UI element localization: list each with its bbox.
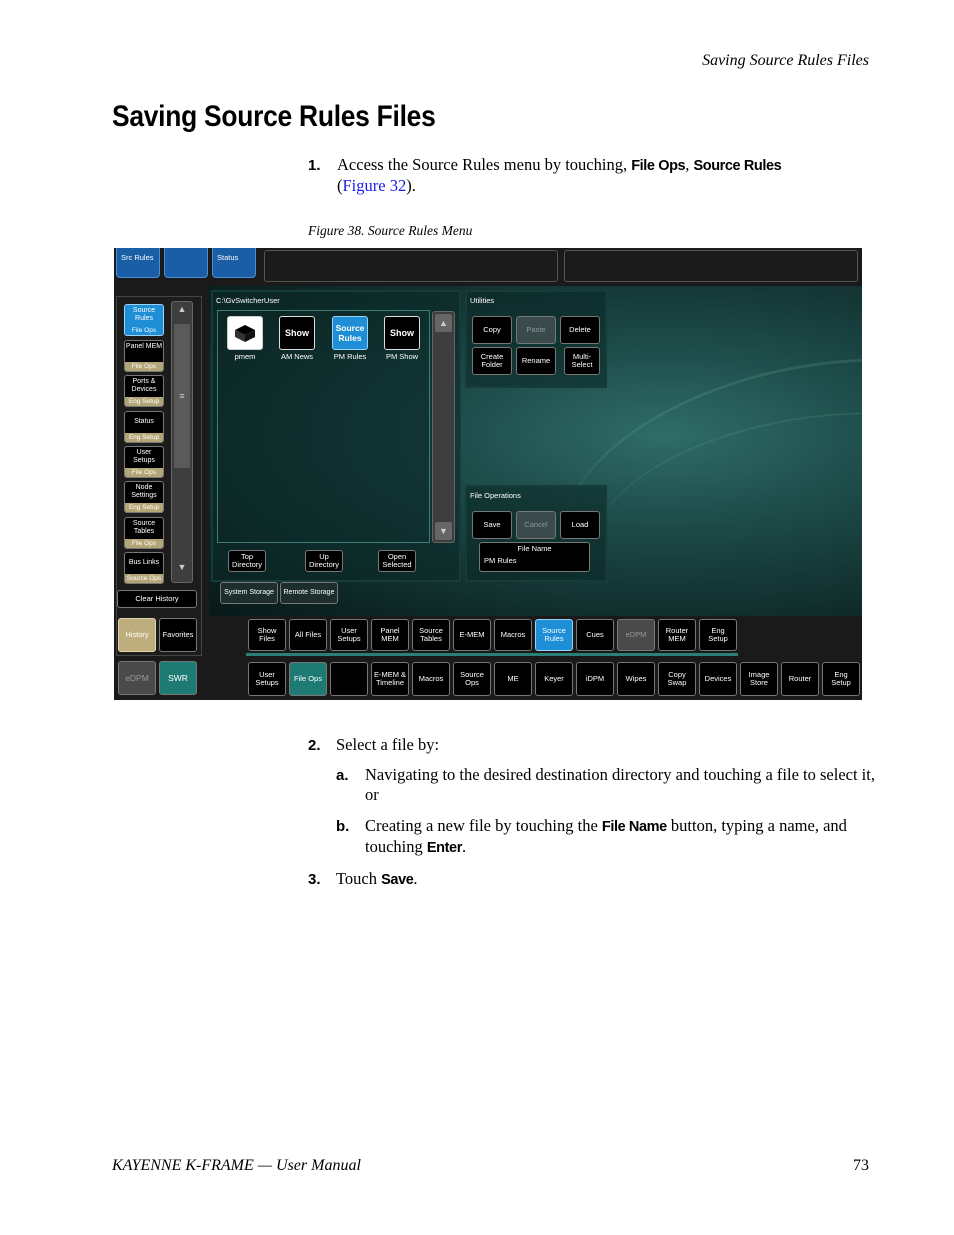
row2-button-7[interactable]: Keyer [535,662,573,696]
file-item-pm-show[interactable]: Show [384,316,420,350]
file-scroll-down-icon[interactable]: ▼ [435,522,452,540]
row1-button-9[interactable]: eDPM [617,619,655,651]
create-folder-button[interactable]: Create Folder [472,347,512,375]
file-name-am-news: AM News [280,352,314,361]
save-button[interactable]: Save [472,511,512,539]
step-3-text-b: . [413,869,418,888]
top-directory-button[interactable]: Top Directory [228,550,266,572]
row1-button-3[interactable]: Panel MEM [371,619,409,651]
figure-caption: Figure 38. Source Rules Menu [308,223,473,238]
scroll-thumb[interactable]: ≡ [174,324,190,468]
row1-button-6[interactable]: Macros [494,619,532,651]
row2-button-9[interactable]: Wipes [617,662,655,696]
paren-open: ( [337,176,343,195]
file-name-button[interactable] [479,542,590,572]
running-header: Saving Source Rules Files [702,52,869,69]
paste-button[interactable]: Paste [516,316,556,344]
ui-file-name: File Name [601,819,667,835]
sidebar-item-status[interactable]: Status Eng Setup [124,411,164,443]
row2-button-14[interactable]: Eng Setup [822,662,860,696]
row1-button-4[interactable]: Source Tables [412,619,450,651]
current-path: C:\GvSwitcherUser [216,296,280,305]
top-info-box-2 [564,250,858,282]
top-info-box-1 [264,250,558,282]
row2-button-10[interactable]: Copy Swap [658,662,696,696]
source-rules-menu-screenshot [114,248,862,700]
sidebar-item-source-rules[interactable]: Source Rules File Ops [124,304,164,336]
ui-source-rules: Source Rules [693,158,782,174]
swr-button[interactable]: SWR [159,661,197,695]
step-1 [337,155,857,196]
step-2b [365,816,875,858]
sidebar-item-panel-mem[interactable]: Panel MEM File Ops [124,340,164,372]
step-3 [336,869,418,890]
row1-button-2[interactable]: User Setups [330,619,368,651]
file-list-scrollbar[interactable] [432,311,455,543]
step-2a-letter: a. [336,767,349,784]
delete-button[interactable]: Delete [560,316,600,344]
tab-status[interactable]: Status [212,248,256,278]
file-item-am-news[interactable]: Show [279,316,315,350]
step-2b-text-b: button, typing a name, and touching [365,816,847,856]
page-title: Saving Source Rules Files [112,100,436,133]
step-1-number: 1. [308,157,321,174]
tab-blank[interactable] [164,248,208,278]
row2-button-2[interactable] [330,662,368,696]
page-number: 73 [853,1157,869,1174]
row1-button-8[interactable]: Cues [576,619,614,651]
ui-save: Save [381,872,414,888]
row2-button-12[interactable]: Image Store [740,662,778,696]
row1-button-0[interactable]: Show Files [248,619,286,651]
sidebar-item-node-settings[interactable]: Node Settings Eng Setup [124,481,164,513]
remote-storage-tab[interactable]: Remote Storage [280,582,338,604]
file-name-pm-rules: PM Rules [333,352,367,361]
file-scroll-up-icon[interactable]: ▲ [435,314,452,332]
sidebar-item-user-setups[interactable]: User Setups File Ops [124,446,164,478]
row2-button-3[interactable]: E-MEM & Timeline [371,662,409,696]
footer-manual-title: KAYENNE K-FRAME — User Manual [112,1157,361,1174]
row2-button-5[interactable]: Source Ops [453,662,491,696]
cancel-button[interactable]: Cancel [516,511,556,539]
row1-button-11[interactable]: Eng Setup [699,619,737,651]
step-2a-text: Navigating to the desired destination directory and touching a file to select it, or [365,765,875,804]
row2-button-8[interactable]: iDPM [576,662,614,696]
row1-button-10[interactable]: Router MEM [658,619,696,651]
comma: , [685,155,694,174]
utilities-title: Utilities [470,296,495,305]
ui-enter: Enter [426,840,462,856]
paren-close: ). [406,176,416,195]
file-name-value: PM Rules [484,555,517,565]
file-name-pm-show: PM Show [385,352,419,361]
tab-src-rules[interactable]: Src Rules [116,248,160,278]
edpm-button[interactable]: eDPM [118,661,156,695]
sidebar-item-source-tables[interactable]: Source Tables File Ops [124,517,164,549]
file-operations-title: File Operations [470,491,521,500]
row2-button-11[interactable]: Devices [699,662,737,696]
clear-history-button[interactable]: Clear History [117,590,197,608]
step-2b-text-c: . [461,837,467,856]
up-directory-button[interactable]: Up Directory [305,550,343,572]
step-3-number: 3. [308,871,321,888]
row2-button-0[interactable]: User Setups [248,662,286,696]
sidebar-item-ports-devices[interactable]: Ports & Devices Eng Setup [124,375,164,407]
file-item-pmem[interactable] [227,316,263,350]
ui-file-ops: File Ops [631,158,686,174]
row1-button-7[interactable]: Source Rules [535,619,573,651]
system-storage-tab[interactable]: System Storage [220,582,278,604]
rename-button[interactable]: Rename [516,347,556,375]
sidebar-item-bus-links[interactable]: Bus Links Source Ops [124,552,164,584]
step-2-number: 2. [308,737,321,754]
stack-icon [233,322,257,344]
step-2b-text-a: Creating a new file by touching the [365,816,602,835]
multi-select-button[interactable]: Multi-Select [564,347,600,375]
row2-button-1[interactable]: File Ops [289,662,327,696]
favorites-button[interactable]: Favorites [159,618,197,652]
row1-button-5[interactable]: E-MEM [453,619,491,651]
step-2b-letter: b. [336,818,350,835]
step-1-text: Access the Source Rules menu by touching, [337,155,632,174]
row2-button-4[interactable]: Macros [412,662,450,696]
file-name-pmem: pmem [234,352,256,361]
sidebar-scrollbar[interactable] [171,301,193,583]
figure-32-link[interactable]: Figure 32 [342,176,407,195]
scroll-up-icon[interactable]: ▲ [177,304,187,314]
load-button[interactable]: Load [560,511,600,539]
row2-button-6[interactable]: ME [494,662,532,696]
step-2-text: Select a file by: [336,735,440,754]
file-name-label: File Name [517,544,552,553]
row1-button-1[interactable]: All Files [289,619,327,651]
step-3-text-a: Touch [336,869,382,888]
row2-button-13[interactable]: Router [781,662,819,696]
history-button[interactable]: History [118,618,156,652]
copy-button[interactable]: Copy [472,316,512,344]
open-selected-button[interactable]: Open Selected [378,550,416,572]
file-item-pm-rules[interactable]: Source Rules [332,316,368,350]
scroll-down-icon[interactable]: ▼ [177,562,187,572]
